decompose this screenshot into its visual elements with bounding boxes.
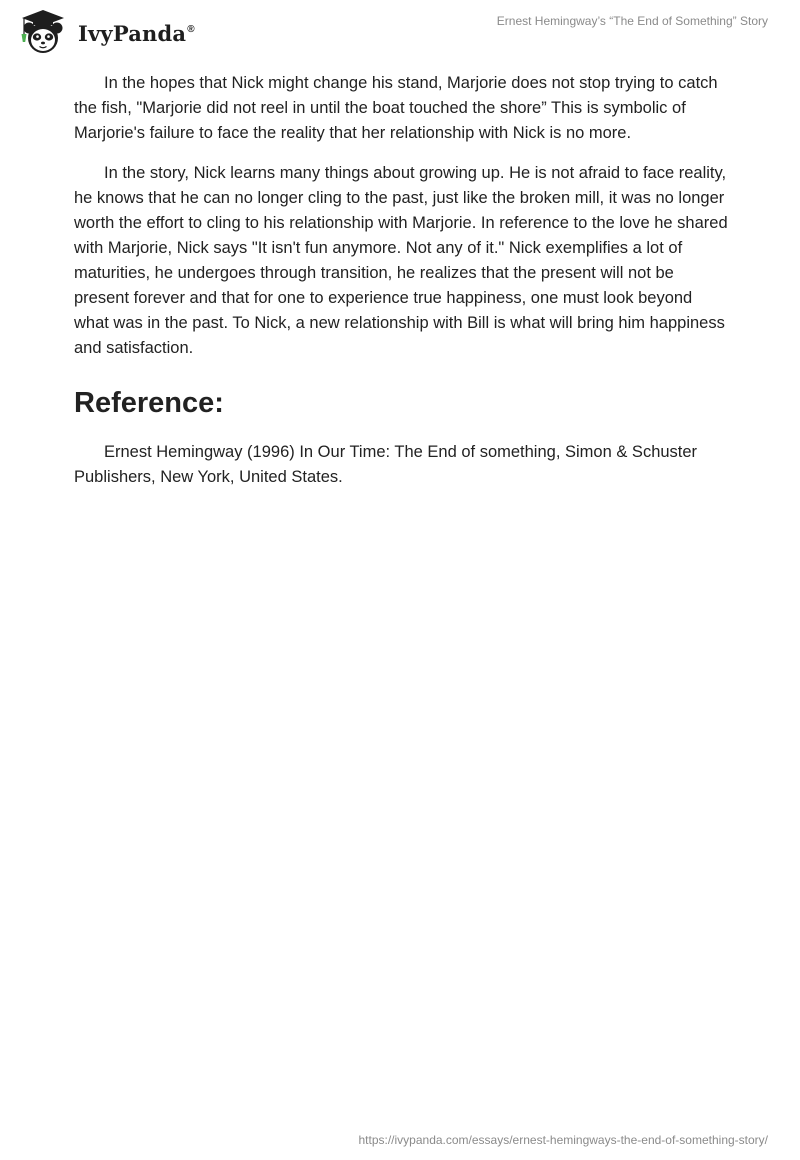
source-url-link[interactable]: https://ivypanda.com/essays/ernest-hemingways-the-end-of-something-story/ [358, 1133, 768, 1147]
document-title: Ernest Hemingway’s “The End of Something” Story [496, 14, 768, 28]
panda-graduation-cap-icon [16, 8, 74, 56]
page-header [0, 0, 800, 60]
brand-name: IvyPanda® [78, 20, 195, 46]
registered-mark: ® [187, 23, 195, 35]
essay-content [74, 71, 728, 505]
body-paragraph: In the hopes that Nick might change his stand, Marjorie does not stop trying to catch the fish, "Marjorie did not reel in until the boat touched the shore” This is symbolic of Marjorie's failure to face the reality that her relationship with Nick is no more. [74, 74, 718, 142]
reference-heading: Reference: [74, 387, 224, 419]
reference-entry: Ernest Hemingway (1996) In Our Time: The End of something, Simon & Schuster Publishers, New York, United States. [74, 443, 698, 486]
ivypanda-logo[interactable] [16, 8, 195, 56]
body-paragraph: In the story, Nick learns many things about growing up. He is not afraid to face reality, he knows that he can no longer cling to the past, just like the broken mill, it was no longer worth the effort to cling to his relationship with Marjorie. In reference to the love he shared with Marjorie, Nick says "It isn't fun anymore. Not any of it." Nick exemplifies a lot of maturities, he undergoes through transition, he realizes that the present will not be present forever and that for one to experience true happiness, one must look beyond what was in the past. To Nick, a new relationship with Bill is what will bring him happiness and satisfaction. [74, 164, 728, 357]
